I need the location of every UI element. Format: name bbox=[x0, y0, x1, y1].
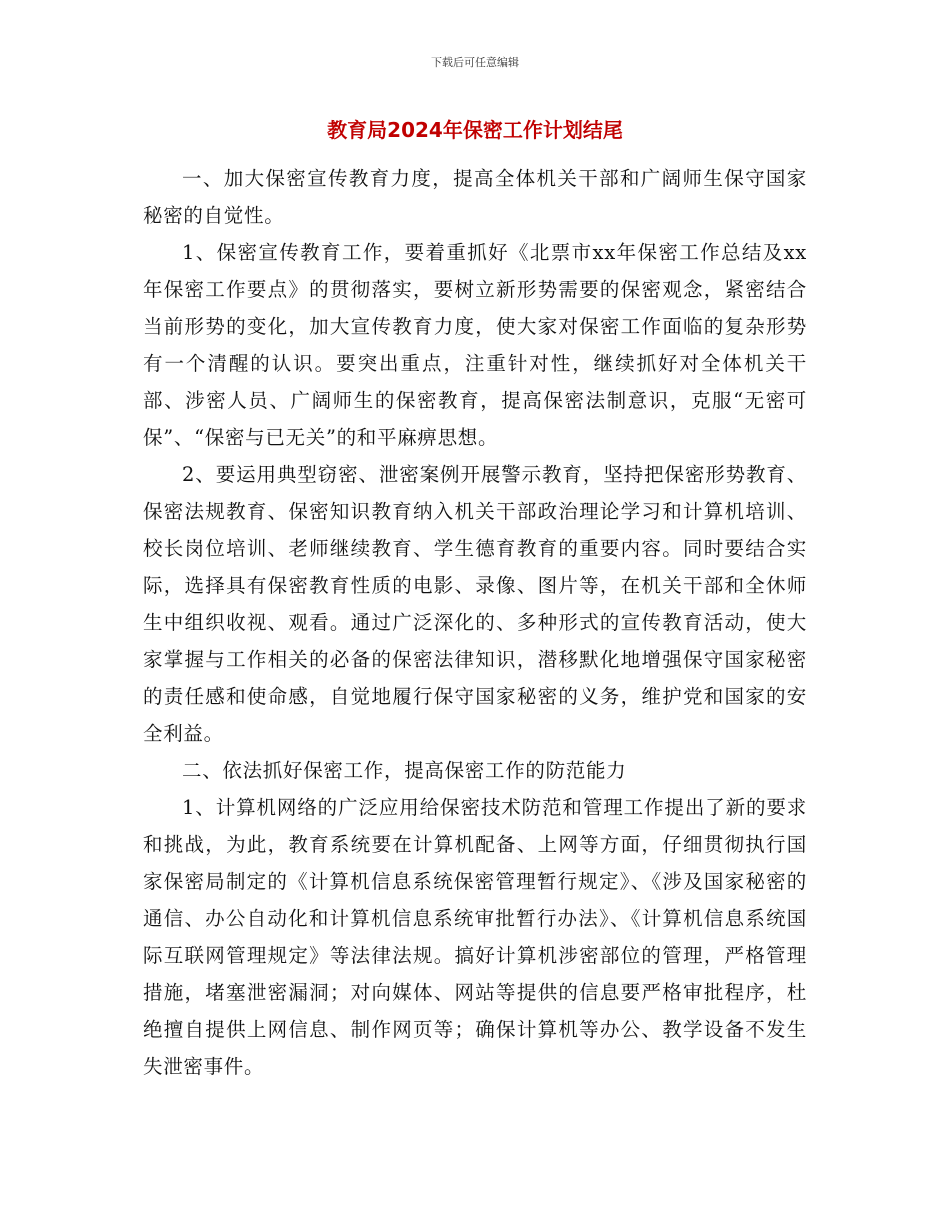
paragraph: 1、计算机网络的广泛应用给保密技术防范和管理工作提出了新的要求和挑战，为此，教育系统要在计算机配备、上网等方面，仔细贯彻执行国家保密局制定的《计算机信息系统保密管理暂行规定》、《涉及国家秘密的通信、办公自动化和计算机信息系统审批暂行办法》、《计算机信息系统国际互联网管理规定》等法律法规。搞好计算机涉密部位的管理，严格管理措施，堵塞泄密漏洞；对向媒体、网站等提供的信息要严格审批程序，杜绝擅自提供上网信息、制作网页等；确保计算机等办公、教学设备不发生失泄密事件。 bbox=[143, 796, 807, 1078]
document-body bbox=[143, 160, 807, 1085]
paragraph: 二、依法抓好保密工作，提高保密工作的防范能力 bbox=[182, 759, 627, 782]
paragraph: 2、要运用典型窃密、泄密案例开展警示教育，坚持把保密形势教育、保密法规教育、保密知识教育纳入机关干部政治理论学习和计算机培训、校长岗位培训、老师继续教育、学生德育教育的重要内容。同时要结合实际，选择具有保密教育性质的电影、录像、图片等，在机关干部和全休师生中组织收视、观看。通过广泛深化的、多种形式的宣传教育活动，使大家掌握与工作相关的必备的保密法律知识，潜移默化地增强保守国家秘密的责任感和使命感，自觉地履行保守国家秘密的义务，维护党和国家的安全利益。 bbox=[143, 463, 807, 745]
paragraph: 一、加大保密宣传教育力度，提高全体机关干部和广阔师生保守国家秘密的自觉性。 bbox=[143, 167, 807, 227]
paragraph: 1、保密宣传教育工作，要着重抓好《北票市xx年保密工作总结及xx年保密工作要点》的贯彻落实，要树立新形势需要的保密观念，紧密结合当前形势的变化，加大宣传教育力度，使大家对保密工作面临的复杂形势有一个清醒的认识。要突出重点，注重针对性，继续抓好对全体机关干部、涉密人员、广阔师生的保密教育，提高保密法制意识，克服“无密可保”、“保密与已无关”的和平麻痹思想。 bbox=[143, 241, 807, 449]
header-note: 下载后可任意编辑 bbox=[431, 56, 519, 69]
document-title: 教育局2024年保密工作计划结尾 bbox=[327, 118, 623, 142]
